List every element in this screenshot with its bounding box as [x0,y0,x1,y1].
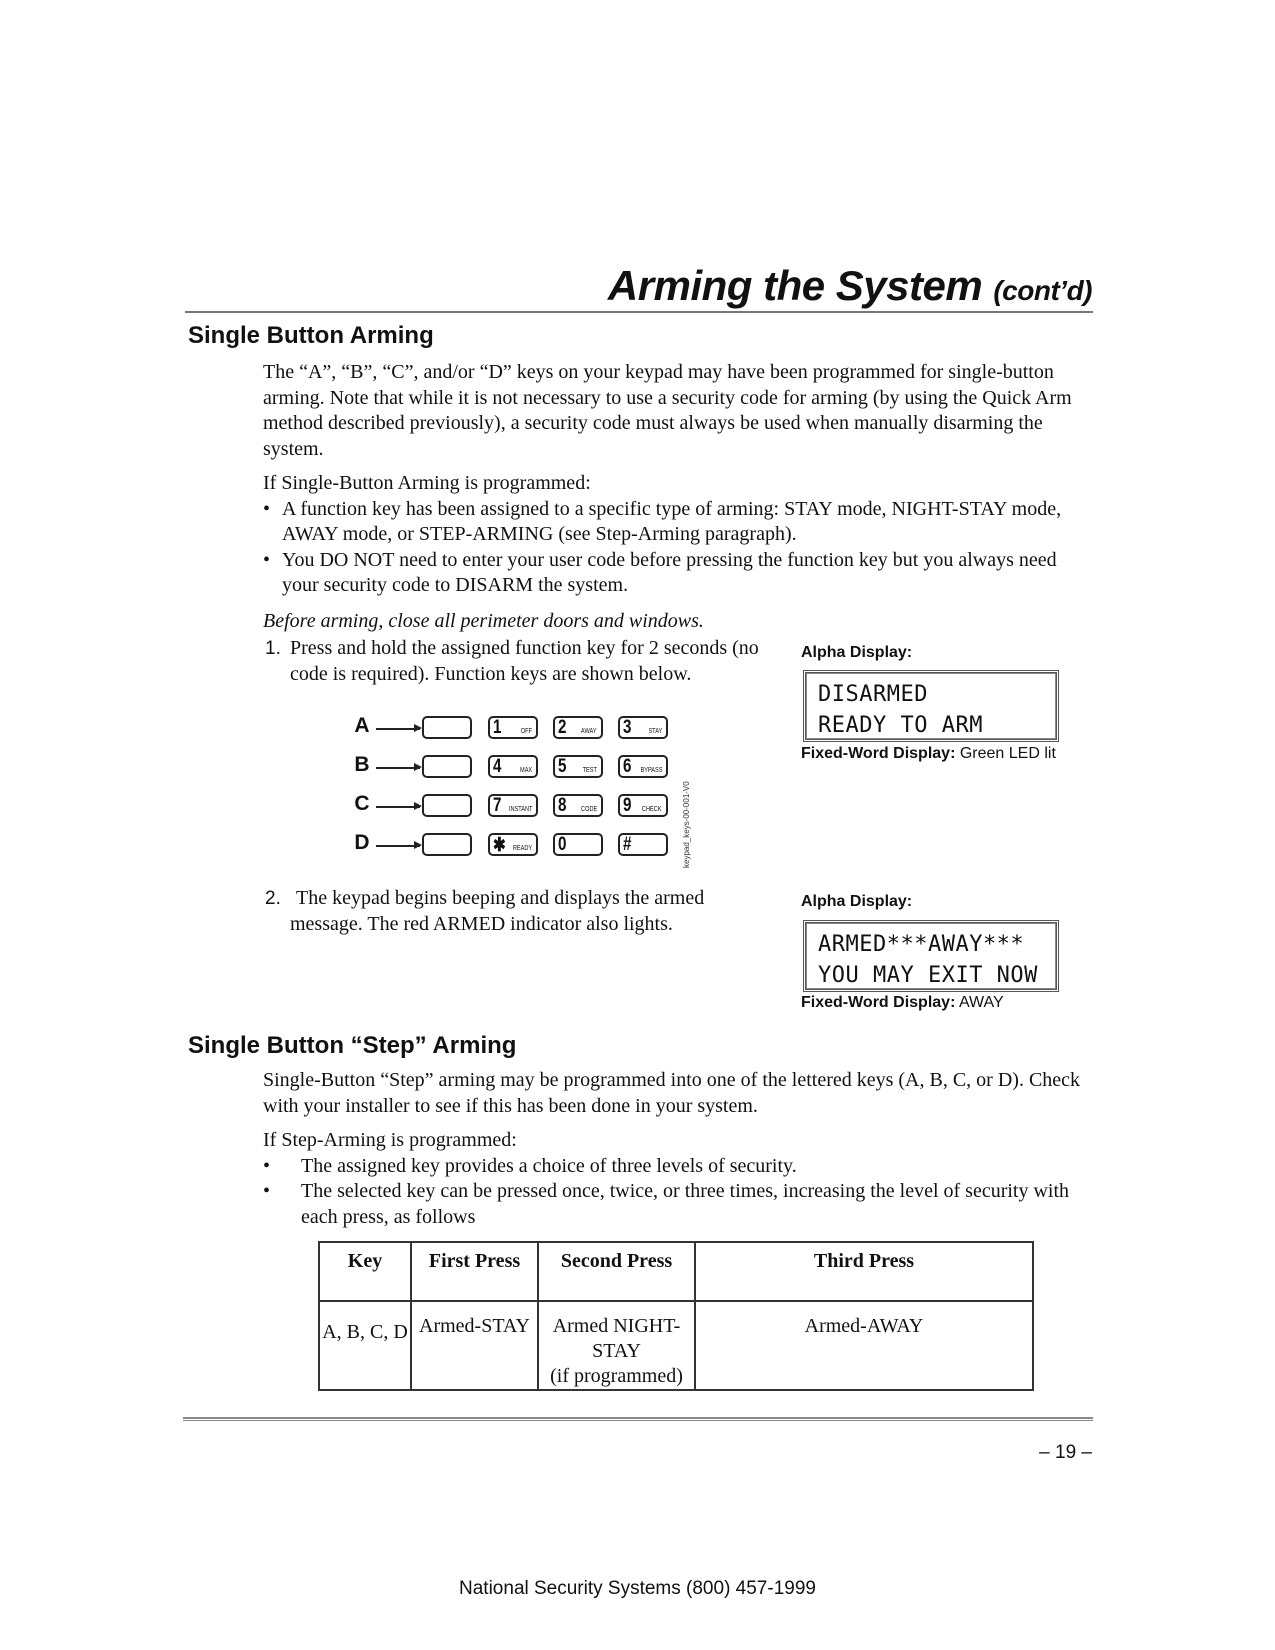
key-number: 5 [558,756,567,777]
if-programmed-label: If Step-Arming is programmed: [263,1129,517,1151]
title-rule [185,311,1093,313]
keypad-key [488,833,538,856]
arrow-right-icon [376,806,420,808]
key-number: 4 [493,756,502,777]
section2-intro [263,1068,1093,1119]
section-heading-single-button-arming: Single Button Arming [188,322,434,349]
function-key-b [422,755,472,778]
page-title-main: Arming the System [607,262,983,309]
arrow-right-icon [376,845,420,847]
keypad-key [488,716,538,739]
step-number: 1. [265,638,281,659]
footer-company: National Security Systems (800) 457-1999 [459,1578,816,1599]
key-label: OFF [520,728,532,735]
key-label: CHECK [642,806,662,813]
table-header-cell: Second Press [538,1242,695,1301]
bullet-text: The selected key can be pressed once, twice, or three times, increasing the level of security with each press, as follows [301,1180,1070,1228]
key-label: STAY [648,728,662,735]
table-cell [538,1301,695,1390]
function-key-a [422,716,472,739]
fixed-word-value: Green LED lit [959,745,1056,762]
alpha-display-disarmed [803,670,1059,742]
key-number: ✱ [493,835,506,856]
table-row [319,1301,1033,1390]
pre-arming-note: Before arming, close all perimeter doors and windows. [263,610,704,632]
section2-conditions [263,1128,1093,1230]
function-key-c [422,794,472,817]
keypad-row-letter: B [354,753,370,776]
arrow-right-icon [376,767,420,769]
key-number: 7 [493,795,502,816]
bullet-icon: • [263,1154,271,1177]
bullet-icon: • [263,548,271,571]
key-number: 3 [623,717,632,738]
bullet-item [263,1179,1093,1230]
bullet-text: The assigned key provides a choice of three levels of security. [301,1154,797,1177]
key-label: AWAY [581,728,597,735]
keypad-figure [352,716,702,876]
keypad-key [618,833,668,856]
keypad-key [488,794,538,817]
fixed-word-display-caption [801,745,1056,763]
bullet-text: You DO NOT need to enter your user code before pressing the function key but you always need your security code to DISARM the system. [282,548,1057,596]
step-text: The keypad begins beeping and displays the armed message. The red ARMED indicator also lights. [290,887,705,935]
lcd-line-2: YOU MAY EXIT NOW [818,963,1038,988]
key-label: INSTANT [508,806,532,813]
key-number: 8 [558,795,567,816]
table-cell: A, B, C, D [319,1301,411,1390]
fixed-word-label: Fixed-Word Display: [801,994,956,1011]
keypad-row-letter: A [354,714,370,737]
table-header-cell: Key [319,1242,411,1301]
section1-intro [263,360,1093,462]
lcd-line-1: ARMED***AWAY*** [818,932,1025,957]
table-header-cell: First Press [411,1242,538,1301]
key-number: 0 [558,834,567,855]
key-label: CODE [580,806,597,813]
key-number: 1 [493,717,502,738]
if-programmed-label: If Single-Button Arming is programmed: [263,472,591,494]
table-cell: Armed-AWAY [695,1301,1033,1390]
step-text: Press and hold the assigned function key for 2 seconds (no code is required). Function keys are shown below. [290,637,759,685]
step-arming-table [318,1241,1034,1391]
table-cell-text: Armed NIGHT-STAY [552,1315,681,1362]
step-2 [265,886,765,937]
table-cell-note: (if programmed) [550,1365,683,1387]
section1-conditions [263,471,1093,599]
page-number: – 19 – [1039,1442,1092,1463]
intro-paragraph: Single-Button “Step” arming may be programmed into one of the lettered keys (A, B, C, or D). Check with your installer to see if this has been done in your system. [263,1069,1081,1117]
table-cell: Armed-STAY [411,1301,538,1390]
bullet-text: A function key has been assigned to a specific type of arming: STAY mode, NIGHT-STAY mode, AWAY mode, or STEP-ARMING (see Step-Arming paragraph). [282,497,1062,545]
bullet-icon: • [263,1180,271,1202]
table-header-row [319,1242,1033,1301]
key-number: 2 [558,717,567,738]
fixed-word-value: AWAY [958,994,1004,1011]
keypad-key [553,794,603,817]
intro-paragraph: The “A”, “B”, “C”, and/or “D” keys on your keypad may have been programmed for single-button arming. Note that while it is not necessary to use a security code for arming (by using the Quick Arm method described previously), a security code must always be used when manually disarming the system. [263,361,1072,460]
key-label: MAX [519,767,532,774]
alpha-display-armed-away [803,920,1059,992]
alpha-display-label: Alpha Display: [801,893,913,910]
lcd-line-2: READY TO ARM [818,713,983,738]
key-number: # [623,834,632,855]
function-key-d [422,833,472,856]
lcd-line-1: DISARMED [818,682,928,707]
step-number: 2. [265,888,281,909]
table-header-cell: Third Press [695,1242,1033,1301]
keypad-key [618,755,668,778]
fixed-word-label: Fixed-Word Display: [801,745,956,762]
key-label: BYPASS [640,767,662,774]
keypad-key [618,794,668,817]
keypad-key [488,755,538,778]
key-label: TEST [582,767,597,774]
keypad-key [553,716,603,739]
keypad-row-letter: C [354,792,370,815]
bullet-item [263,548,1093,599]
page-title-suffix: (cont’d) [993,275,1092,306]
keypad-key [553,833,603,856]
key-label: READY [512,845,532,852]
arrow-right-icon [376,728,420,730]
bullet-icon: • [263,497,271,520]
footer-rule [183,1417,1093,1421]
figure-id-label: keypad_keys-00-001-V0 [682,781,691,868]
keypad-key [618,716,668,739]
alpha-display-label: Alpha Display: [801,644,913,661]
bullet-item [263,497,1093,548]
section-heading-step-arming: Single Button “Step” Arming [188,1032,517,1059]
keypad-row-letter: D [354,831,370,854]
bullet-item [263,1154,1093,1180]
keypad-key [553,755,603,778]
step-1 [265,636,765,687]
fixed-word-display-caption [801,994,1004,1012]
key-number: 6 [623,756,632,777]
page-title [608,262,1092,310]
key-number: 9 [623,795,632,816]
